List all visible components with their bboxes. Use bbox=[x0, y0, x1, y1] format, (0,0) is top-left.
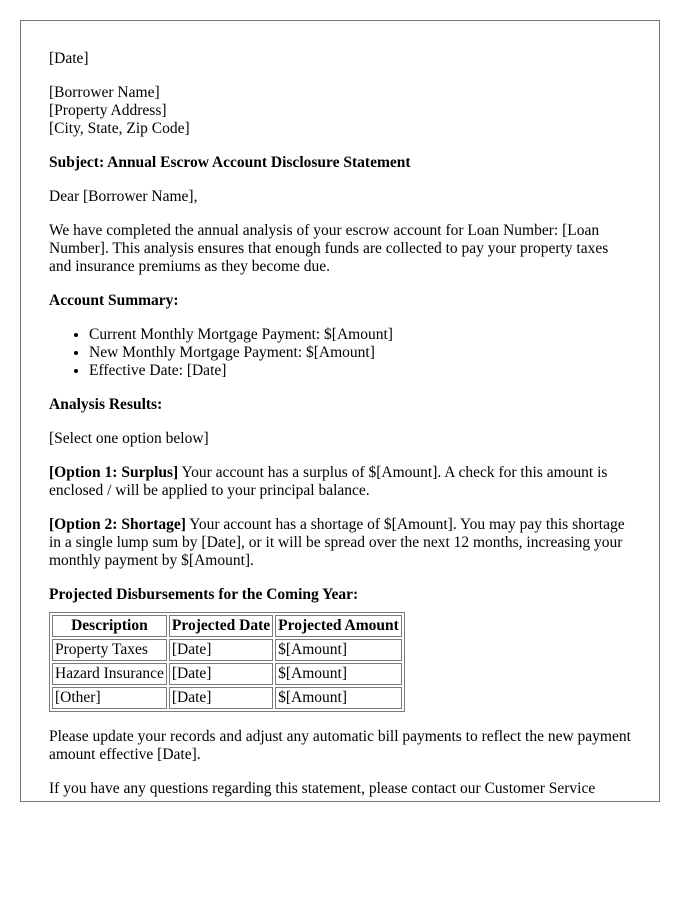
summary-item-current-payment: • Current Monthly Mortgage Payment: $[Amount] bbox=[89, 326, 634, 344]
option-shortage-label: [Option 2: Shortage] bbox=[49, 516, 186, 533]
analysis-instruction: [Select one option below] bbox=[49, 430, 209, 447]
option-shortage bbox=[49, 516, 634, 570]
intro-paragraph: We have completed the annual analysis of your escrow account for Loan Number: [Loan Number]. This analysis ensures that enough funds are collected to pay your property taxes and insurance premiums as they become due. bbox=[49, 222, 609, 275]
greeting: Dear [Borrower Name], bbox=[49, 188, 198, 205]
update-notice: Please update your records and adjust any automatic bill payments to reflect the new payment amount effective [Date]. bbox=[49, 728, 631, 763]
recipient-address bbox=[49, 84, 634, 138]
account-summary-list bbox=[49, 326, 634, 380]
table-row bbox=[52, 687, 402, 709]
contact-paragraph: If you have any questions regarding this statement, please contact our Customer Service bbox=[49, 780, 596, 797]
summary-item-new-payment: • New Monthly Mortgage Payment: $[Amount] bbox=[89, 344, 634, 362]
disbursements-heading: Projected Disbursements for the Coming Year: bbox=[49, 586, 359, 603]
option-shortage-text: Your account has a shortage of $[Amount]. You may pay this shortage in a single lump sum by [Date], or it will be spread over the next 12 months, increasing your monthly payment by $[Amount]. bbox=[49, 516, 625, 569]
table-cell: $[Amount] bbox=[275, 639, 402, 661]
letter-page bbox=[20, 20, 660, 802]
column-header-amount: Projected Amount bbox=[275, 615, 402, 637]
table-cell: Property Taxes bbox=[52, 639, 167, 661]
table-cell: $[Amount] bbox=[275, 663, 402, 685]
disbursements-table bbox=[49, 612, 405, 712]
table-cell: [Date] bbox=[169, 639, 273, 661]
option-surplus bbox=[49, 464, 634, 500]
table-row bbox=[52, 663, 402, 685]
letter-body bbox=[49, 50, 634, 802]
table-cell: $[Amount] bbox=[275, 687, 402, 709]
letter-date: [Date] bbox=[49, 50, 89, 67]
address-line-property: [Property Address] bbox=[49, 102, 167, 119]
address-line-city: [City, State, Zip Code] bbox=[49, 120, 190, 137]
table-header-row bbox=[52, 615, 402, 637]
summary-item-effective-date: • Effective Date: [Date] bbox=[89, 362, 634, 380]
column-header-description: Description bbox=[52, 615, 167, 637]
table-cell: [Date] bbox=[169, 663, 273, 685]
subject-line: Subject: Annual Escrow Account Disclosure Statement bbox=[49, 154, 411, 171]
table-cell: [Other] bbox=[52, 687, 167, 709]
table-row bbox=[52, 639, 402, 661]
analysis-results-heading: Analysis Results: bbox=[49, 396, 163, 413]
table-cell: [Date] bbox=[169, 687, 273, 709]
address-line-name: [Borrower Name] bbox=[49, 84, 160, 101]
option-surplus-text: Your account has a surplus of $[Amount]. A check for this amount is enclosed / will be applied to your principal balance. bbox=[49, 464, 608, 499]
account-summary-heading: Account Summary: bbox=[49, 292, 179, 309]
column-header-date: Projected Date bbox=[169, 615, 273, 637]
option-surplus-label: [Option 1: Surplus] bbox=[49, 464, 179, 481]
table-cell: Hazard Insurance bbox=[52, 663, 167, 685]
